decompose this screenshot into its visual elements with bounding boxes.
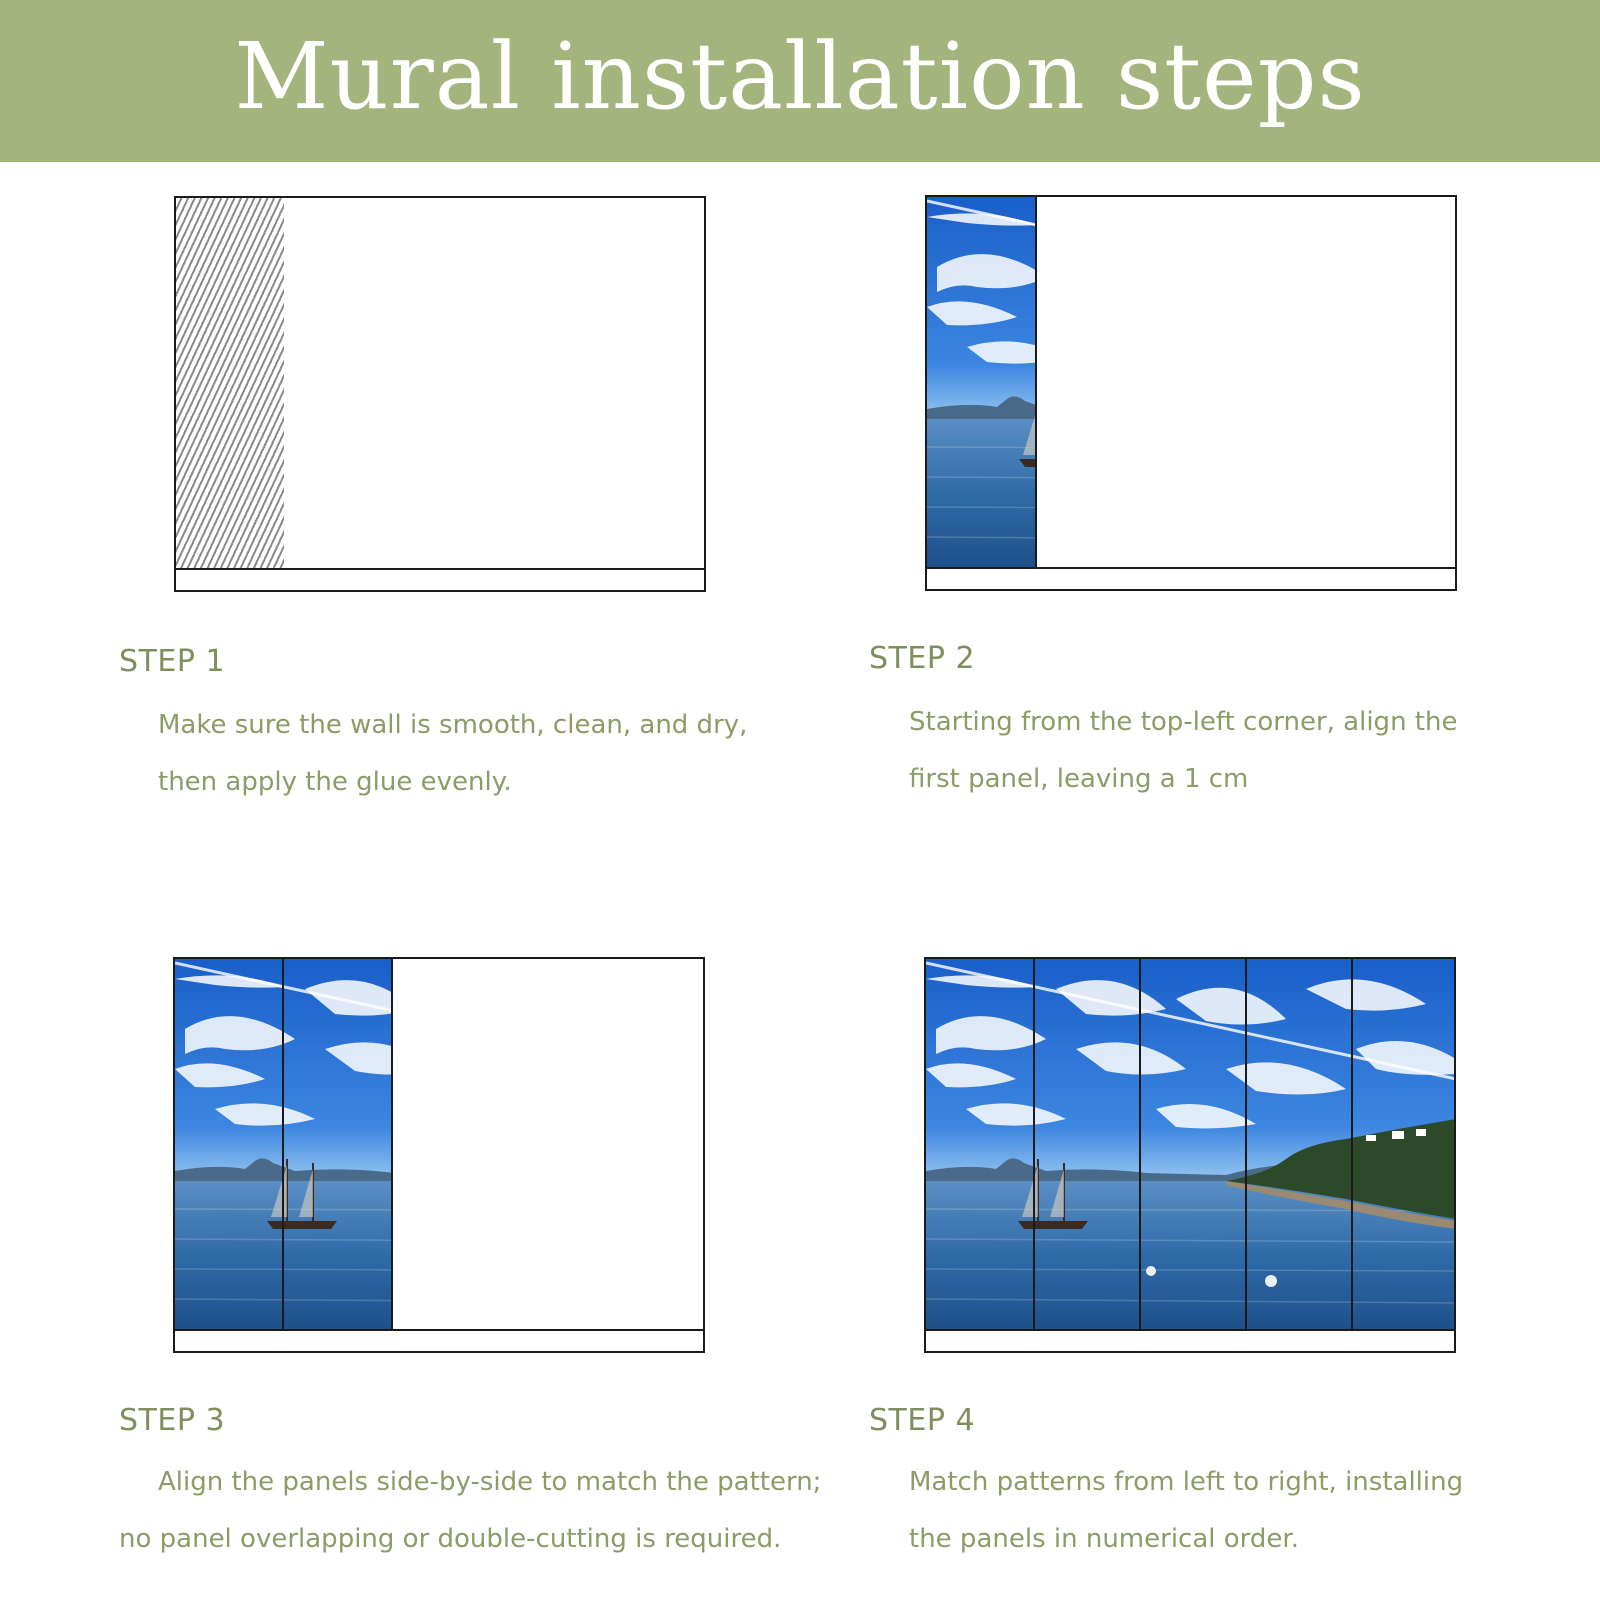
panel-seam (1245, 959, 1247, 1333)
wall-baseboard (926, 1329, 1454, 1351)
mural-panels (175, 959, 393, 1333)
step-2-line-1: Starting from the top-left corner, align the (909, 707, 1458, 737)
step-2-text (909, 694, 1599, 808)
wall-diagram-step-2 (925, 195, 1457, 591)
panel-seam (1351, 959, 1353, 1333)
panel-seam (1139, 959, 1141, 1333)
step-1-label: STEP 1 (119, 644, 226, 679)
step-3-line-1: Align the panels side-by-side to match the pattern; (158, 1467, 822, 1497)
wall-diagram-step-1 (174, 196, 706, 592)
step-2-label: STEP 2 (869, 641, 976, 676)
panel-seam (282, 959, 284, 1333)
header-banner (0, 0, 1600, 162)
wall-baseboard (176, 568, 704, 590)
step-2-line-2: first panel, leaving a 1 cm (909, 764, 1249, 794)
step-4-line-2: the panels in numerical order. (909, 1524, 1299, 1554)
step-1-text (158, 697, 848, 811)
mural-panels (926, 959, 1454, 1333)
step-1-line-1: Make sure the wall is smooth, clean, and dry, (158, 710, 748, 740)
panel-seam (1033, 959, 1035, 1333)
mural-image (175, 959, 393, 1333)
mural-image (926, 959, 1454, 1333)
mural-image (927, 197, 1037, 571)
page-title: Mural installation steps (234, 23, 1366, 130)
step-3-line-2: no panel overlapping or double-cutting is required. (119, 1524, 782, 1554)
wall-baseboard (927, 567, 1455, 589)
step-4-text (909, 1454, 1599, 1568)
step-1-line-2: then apply the glue evenly. (158, 767, 512, 797)
step-4-label: STEP 4 (869, 1403, 976, 1438)
wall-diagram-step-4 (924, 957, 1456, 1353)
step-3-label: STEP 3 (119, 1403, 226, 1438)
mural-panels (927, 197, 1037, 571)
step-3-text (119, 1454, 879, 1568)
glue-area (176, 198, 284, 572)
wall-diagram-step-3 (173, 957, 705, 1353)
wall-baseboard (175, 1329, 703, 1351)
step-4-line-1: Match patterns from left to right, installing (909, 1467, 1464, 1497)
